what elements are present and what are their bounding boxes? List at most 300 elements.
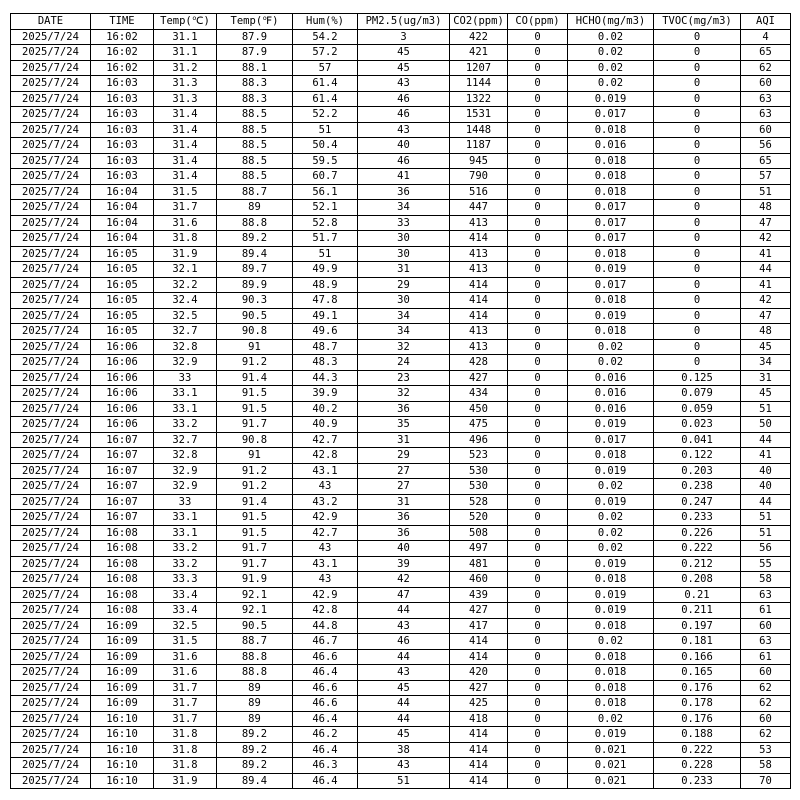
cell-humidity: 54.2 — [293, 29, 358, 45]
cell-temp-c: 33.4 — [154, 587, 217, 603]
cell-aqi: 62 — [741, 60, 791, 76]
table-row — [11, 355, 791, 371]
table-row — [11, 246, 791, 262]
cell-temp-c: 33.4 — [154, 603, 217, 619]
cell-time: 16:03 — [91, 122, 154, 138]
cell-tvoc: 0 — [654, 262, 741, 278]
cell-pm25: 39 — [358, 556, 450, 572]
cell-tvoc: 0.079 — [654, 386, 741, 402]
cell-hcho: 0.02 — [568, 355, 654, 371]
cell-pm25: 27 — [358, 463, 450, 479]
cell-temp-f: 89 — [217, 680, 293, 696]
cell-humidity: 40.2 — [293, 401, 358, 417]
cell-date: 2025/7/24 — [11, 711, 91, 727]
cell-temp-c: 31.8 — [154, 742, 217, 758]
cell-temp-f: 91.4 — [217, 494, 293, 510]
cell-temp-f: 91.4 — [217, 370, 293, 386]
table-row — [11, 76, 791, 92]
table-row — [11, 587, 791, 603]
table-row — [11, 107, 791, 123]
cell-time: 16:10 — [91, 711, 154, 727]
cell-tvoc: 0 — [654, 153, 741, 169]
cell-temp-f: 91.5 — [217, 401, 293, 417]
cell-temp-c: 31.6 — [154, 649, 217, 665]
cell-temp-c: 31.7 — [154, 200, 217, 216]
cell-temp-c: 31.4 — [154, 169, 217, 185]
cell-date: 2025/7/24 — [11, 401, 91, 417]
cell-co: 0 — [508, 355, 568, 371]
cell-co2: 414 — [450, 293, 508, 309]
cell-time: 16:06 — [91, 417, 154, 433]
table-row — [11, 91, 791, 107]
cell-temp-c: 33.2 — [154, 417, 217, 433]
cell-hcho: 0.018 — [568, 649, 654, 665]
cell-co2: 413 — [450, 215, 508, 231]
cell-hcho: 0.02 — [568, 634, 654, 650]
cell-date: 2025/7/24 — [11, 649, 91, 665]
cell-humidity: 43 — [293, 572, 358, 588]
cell-hcho: 0.019 — [568, 556, 654, 572]
cell-temp-c: 32.1 — [154, 262, 217, 278]
cell-temp-c: 32.7 — [154, 432, 217, 448]
cell-humidity: 43.1 — [293, 556, 358, 572]
cell-tvoc: 0 — [654, 138, 741, 154]
cell-humidity: 51 — [293, 246, 358, 262]
cell-temp-f: 90.5 — [217, 618, 293, 634]
cell-temp-f: 89.2 — [217, 758, 293, 774]
cell-temp-f: 88.7 — [217, 634, 293, 650]
cell-tvoc: 0 — [654, 231, 741, 247]
cell-temp-f: 89.2 — [217, 742, 293, 758]
table-row — [11, 696, 791, 712]
cell-co2: 420 — [450, 665, 508, 681]
cell-temp-c: 32.5 — [154, 308, 217, 324]
cell-pm25: 34 — [358, 324, 450, 340]
cell-aqi: 58 — [741, 758, 791, 774]
table-row — [11, 556, 791, 572]
cell-tvoc: 0 — [654, 355, 741, 371]
cell-co2: 414 — [450, 773, 508, 789]
cell-co2: 413 — [450, 246, 508, 262]
cell-hcho: 0.02 — [568, 60, 654, 76]
cell-date: 2025/7/24 — [11, 107, 91, 123]
cell-pm25: 46 — [358, 91, 450, 107]
cell-co: 0 — [508, 680, 568, 696]
cell-temp-c: 32.8 — [154, 339, 217, 355]
cell-temp-f: 91.2 — [217, 463, 293, 479]
table-row — [11, 727, 791, 743]
cell-pm25: 32 — [358, 339, 450, 355]
cell-co2: 421 — [450, 45, 508, 61]
cell-aqi: 60 — [741, 122, 791, 138]
table-row — [11, 448, 791, 464]
cell-co: 0 — [508, 448, 568, 464]
cell-time: 16:05 — [91, 262, 154, 278]
cell-tvoc: 0 — [654, 200, 741, 216]
cell-aqi: 51 — [741, 401, 791, 417]
cell-co2: 417 — [450, 618, 508, 634]
cell-temp-f: 91 — [217, 448, 293, 464]
cell-co2: 945 — [450, 153, 508, 169]
cell-temp-c: 31.4 — [154, 107, 217, 123]
cell-tvoc: 0.212 — [654, 556, 741, 572]
sensor-log-table — [10, 13, 791, 789]
cell-tvoc: 0.208 — [654, 572, 741, 588]
cell-time: 16:03 — [91, 107, 154, 123]
cell-co: 0 — [508, 494, 568, 510]
cell-temp-c: 33.1 — [154, 401, 217, 417]
cell-hcho: 0.018 — [568, 293, 654, 309]
cell-aqi: 61 — [741, 649, 791, 665]
cell-time: 16:07 — [91, 479, 154, 495]
cell-date: 2025/7/24 — [11, 634, 91, 650]
cell-co2: 530 — [450, 479, 508, 495]
header-pm25: PM2.5(ug/m3) — [358, 14, 450, 30]
cell-humidity: 48.7 — [293, 339, 358, 355]
cell-temp-f: 91.2 — [217, 355, 293, 371]
cell-time: 16:07 — [91, 510, 154, 526]
cell-co: 0 — [508, 618, 568, 634]
cell-time: 16:10 — [91, 773, 154, 789]
cell-pm25: 46 — [358, 634, 450, 650]
cell-temp-f: 91.7 — [217, 541, 293, 557]
cell-temp-c: 33.1 — [154, 386, 217, 402]
cell-time: 16:06 — [91, 401, 154, 417]
cell-co2: 439 — [450, 587, 508, 603]
cell-date: 2025/7/24 — [11, 60, 91, 76]
cell-humidity: 43.1 — [293, 463, 358, 479]
table-row — [11, 324, 791, 340]
cell-time: 16:06 — [91, 355, 154, 371]
cell-aqi: 60 — [741, 76, 791, 92]
cell-humidity: 51 — [293, 122, 358, 138]
cell-pm25: 46 — [358, 107, 450, 123]
cell-hcho: 0.018 — [568, 618, 654, 634]
cell-temp-f: 88.5 — [217, 169, 293, 185]
cell-temp-f: 88.7 — [217, 184, 293, 200]
cell-time: 16:06 — [91, 386, 154, 402]
cell-humidity: 46.4 — [293, 711, 358, 727]
header-aqi: AQI — [741, 14, 791, 30]
cell-date: 2025/7/24 — [11, 231, 91, 247]
cell-co2: 496 — [450, 432, 508, 448]
cell-time: 16:07 — [91, 432, 154, 448]
cell-temp-c: 33.1 — [154, 510, 217, 526]
table-row — [11, 634, 791, 650]
cell-humidity: 60.7 — [293, 169, 358, 185]
cell-co2: 427 — [450, 680, 508, 696]
cell-temp-f: 91.5 — [217, 525, 293, 541]
table-body — [11, 29, 791, 789]
cell-temp-c: 31.7 — [154, 711, 217, 727]
cell-time: 16:08 — [91, 603, 154, 619]
cell-hcho: 0.019 — [568, 417, 654, 433]
cell-time: 16:05 — [91, 324, 154, 340]
cell-pm25: 36 — [358, 510, 450, 526]
cell-temp-f: 89.7 — [217, 262, 293, 278]
cell-co2: 1448 — [450, 122, 508, 138]
cell-temp-c: 31.7 — [154, 696, 217, 712]
cell-temp-f: 88.5 — [217, 138, 293, 154]
cell-co2: 414 — [450, 308, 508, 324]
cell-tvoc: 0 — [654, 339, 741, 355]
cell-date: 2025/7/24 — [11, 510, 91, 526]
cell-temp-f: 88.3 — [217, 76, 293, 92]
cell-time: 16:02 — [91, 45, 154, 61]
cell-tvoc: 0 — [654, 122, 741, 138]
cell-time: 16:07 — [91, 494, 154, 510]
cell-time: 16:06 — [91, 370, 154, 386]
cell-tvoc: 0 — [654, 246, 741, 262]
cell-co2: 428 — [450, 355, 508, 371]
cell-hcho: 0.02 — [568, 510, 654, 526]
cell-date: 2025/7/24 — [11, 293, 91, 309]
cell-co: 0 — [508, 463, 568, 479]
cell-date: 2025/7/24 — [11, 45, 91, 61]
cell-co: 0 — [508, 153, 568, 169]
cell-aqi: 63 — [741, 107, 791, 123]
cell-date: 2025/7/24 — [11, 572, 91, 588]
table-row — [11, 169, 791, 185]
cell-humidity: 52.8 — [293, 215, 358, 231]
table-row — [11, 463, 791, 479]
cell-time: 16:09 — [91, 696, 154, 712]
cell-pm25: 38 — [358, 742, 450, 758]
cell-date: 2025/7/24 — [11, 727, 91, 743]
cell-temp-c: 31.9 — [154, 246, 217, 262]
cell-tvoc: 0.238 — [654, 479, 741, 495]
cell-date: 2025/7/24 — [11, 91, 91, 107]
cell-temp-c: 31.4 — [154, 153, 217, 169]
cell-pm25: 45 — [358, 45, 450, 61]
cell-pm25: 33 — [358, 215, 450, 231]
cell-temp-c: 31.3 — [154, 76, 217, 92]
cell-tvoc: 0.222 — [654, 541, 741, 557]
table-row — [11, 231, 791, 247]
cell-aqi: 44 — [741, 432, 791, 448]
table-row — [11, 293, 791, 309]
cell-date: 2025/7/24 — [11, 76, 91, 92]
cell-co: 0 — [508, 696, 568, 712]
cell-co: 0 — [508, 138, 568, 154]
header-co: CO(ppm) — [508, 14, 568, 30]
cell-aqi: 44 — [741, 494, 791, 510]
cell-date: 2025/7/24 — [11, 29, 91, 45]
cell-date: 2025/7/24 — [11, 479, 91, 495]
cell-hcho: 0.018 — [568, 572, 654, 588]
cell-pm25: 36 — [358, 401, 450, 417]
cell-date: 2025/7/24 — [11, 541, 91, 557]
table-row — [11, 370, 791, 386]
cell-date: 2025/7/24 — [11, 773, 91, 789]
cell-aqi: 62 — [741, 727, 791, 743]
cell-co: 0 — [508, 29, 568, 45]
table-row — [11, 386, 791, 402]
cell-pm25: 45 — [358, 60, 450, 76]
cell-temp-c: 31.1 — [154, 45, 217, 61]
cell-pm25: 23 — [358, 370, 450, 386]
cell-co2: 516 — [450, 184, 508, 200]
cell-co: 0 — [508, 541, 568, 557]
cell-tvoc: 0.188 — [654, 727, 741, 743]
cell-date: 2025/7/24 — [11, 355, 91, 371]
cell-co2: 450 — [450, 401, 508, 417]
cell-tvoc: 0 — [654, 184, 741, 200]
cell-temp-c: 31.6 — [154, 665, 217, 681]
cell-co2: 414 — [450, 649, 508, 665]
cell-co2: 475 — [450, 417, 508, 433]
cell-co: 0 — [508, 556, 568, 572]
cell-time: 16:10 — [91, 758, 154, 774]
cell-humidity: 43 — [293, 541, 358, 557]
cell-hcho: 0.018 — [568, 153, 654, 169]
table-row — [11, 541, 791, 557]
cell-co: 0 — [508, 665, 568, 681]
cell-pm25: 46 — [358, 153, 450, 169]
table-row — [11, 649, 791, 665]
table-row — [11, 494, 791, 510]
cell-pm25: 30 — [358, 231, 450, 247]
cell-co: 0 — [508, 324, 568, 340]
cell-temp-f: 87.9 — [217, 29, 293, 45]
cell-time: 16:06 — [91, 339, 154, 355]
cell-hcho: 0.016 — [568, 401, 654, 417]
cell-co: 0 — [508, 184, 568, 200]
cell-co2: 1531 — [450, 107, 508, 123]
cell-temp-f: 91 — [217, 339, 293, 355]
cell-pm25: 44 — [358, 696, 450, 712]
cell-hcho: 0.018 — [568, 122, 654, 138]
cell-date: 2025/7/24 — [11, 200, 91, 216]
table-row — [11, 45, 791, 61]
cell-hcho: 0.019 — [568, 463, 654, 479]
cell-tvoc: 0.023 — [654, 417, 741, 433]
table-row — [11, 339, 791, 355]
cell-temp-f: 91.7 — [217, 417, 293, 433]
cell-tvoc: 0 — [654, 76, 741, 92]
cell-temp-f: 89.9 — [217, 277, 293, 293]
cell-co: 0 — [508, 417, 568, 433]
cell-co: 0 — [508, 76, 568, 92]
cell-date: 2025/7/24 — [11, 618, 91, 634]
cell-date: 2025/7/24 — [11, 463, 91, 479]
cell-aqi: 40 — [741, 479, 791, 495]
table-row — [11, 308, 791, 324]
cell-co: 0 — [508, 246, 568, 262]
cell-aqi: 48 — [741, 324, 791, 340]
cell-date: 2025/7/24 — [11, 370, 91, 386]
cell-temp-c: 31.1 — [154, 29, 217, 45]
cell-temp-c: 32.9 — [154, 355, 217, 371]
cell-humidity: 49.6 — [293, 324, 358, 340]
cell-co: 0 — [508, 510, 568, 526]
cell-humidity: 46.4 — [293, 665, 358, 681]
cell-date: 2025/7/24 — [11, 742, 91, 758]
cell-humidity: 48.9 — [293, 277, 358, 293]
cell-co: 0 — [508, 122, 568, 138]
cell-date: 2025/7/24 — [11, 339, 91, 355]
cell-time: 16:03 — [91, 91, 154, 107]
cell-humidity: 43 — [293, 479, 358, 495]
cell-aqi: 60 — [741, 618, 791, 634]
cell-date: 2025/7/24 — [11, 153, 91, 169]
cell-co: 0 — [508, 169, 568, 185]
cell-tvoc: 0 — [654, 308, 741, 324]
cell-co2: 447 — [450, 200, 508, 216]
cell-aqi: 63 — [741, 587, 791, 603]
cell-pm25: 43 — [358, 122, 450, 138]
cell-pm25: 29 — [358, 277, 450, 293]
cell-tvoc: 0 — [654, 107, 741, 123]
cell-co: 0 — [508, 603, 568, 619]
cell-aqi: 63 — [741, 91, 791, 107]
cell-tvoc: 0 — [654, 277, 741, 293]
cell-aqi: 42 — [741, 293, 791, 309]
cell-temp-c: 33.2 — [154, 556, 217, 572]
cell-time: 16:09 — [91, 680, 154, 696]
cell-temp-f: 90.5 — [217, 308, 293, 324]
cell-aqi: 40 — [741, 463, 791, 479]
cell-humidity: 49.1 — [293, 308, 358, 324]
cell-hcho: 0.018 — [568, 696, 654, 712]
cell-temp-c: 33 — [154, 494, 217, 510]
cell-aqi: 60 — [741, 665, 791, 681]
cell-temp-c: 32.9 — [154, 479, 217, 495]
cell-aqi: 55 — [741, 556, 791, 572]
cell-aqi: 51 — [741, 525, 791, 541]
cell-time: 16:08 — [91, 525, 154, 541]
cell-aqi: 34 — [741, 355, 791, 371]
cell-humidity: 46.7 — [293, 634, 358, 650]
cell-humidity: 49.9 — [293, 262, 358, 278]
cell-temp-f: 89 — [217, 696, 293, 712]
cell-temp-c: 31.5 — [154, 634, 217, 650]
cell-hcho: 0.019 — [568, 603, 654, 619]
cell-humidity: 50.4 — [293, 138, 358, 154]
cell-co: 0 — [508, 727, 568, 743]
cell-time: 16:03 — [91, 169, 154, 185]
cell-aqi: 4 — [741, 29, 791, 45]
cell-pm25: 43 — [358, 758, 450, 774]
cell-tvoc: 0 — [654, 324, 741, 340]
cell-co2: 508 — [450, 525, 508, 541]
cell-humidity: 39.9 — [293, 386, 358, 402]
cell-co: 0 — [508, 231, 568, 247]
cell-time: 16:03 — [91, 138, 154, 154]
cell-co2: 1144 — [450, 76, 508, 92]
cell-date: 2025/7/24 — [11, 603, 91, 619]
cell-hcho: 0.021 — [568, 773, 654, 789]
cell-humidity: 40.9 — [293, 417, 358, 433]
cell-co2: 427 — [450, 370, 508, 386]
cell-aqi: 42 — [741, 231, 791, 247]
cell-time: 16:09 — [91, 665, 154, 681]
table-row — [11, 153, 791, 169]
cell-tvoc: 0.122 — [654, 448, 741, 464]
cell-aqi: 65 — [741, 45, 791, 61]
cell-humidity: 42.7 — [293, 525, 358, 541]
cell-temp-f: 91.5 — [217, 386, 293, 402]
cell-co2: 460 — [450, 572, 508, 588]
cell-co: 0 — [508, 215, 568, 231]
cell-aqi: 41 — [741, 448, 791, 464]
cell-temp-f: 89.2 — [217, 727, 293, 743]
cell-temp-f: 88.1 — [217, 60, 293, 76]
table-row — [11, 184, 791, 200]
cell-pm25: 29 — [358, 448, 450, 464]
cell-date: 2025/7/24 — [11, 758, 91, 774]
cell-tvoc: 0.222 — [654, 742, 741, 758]
